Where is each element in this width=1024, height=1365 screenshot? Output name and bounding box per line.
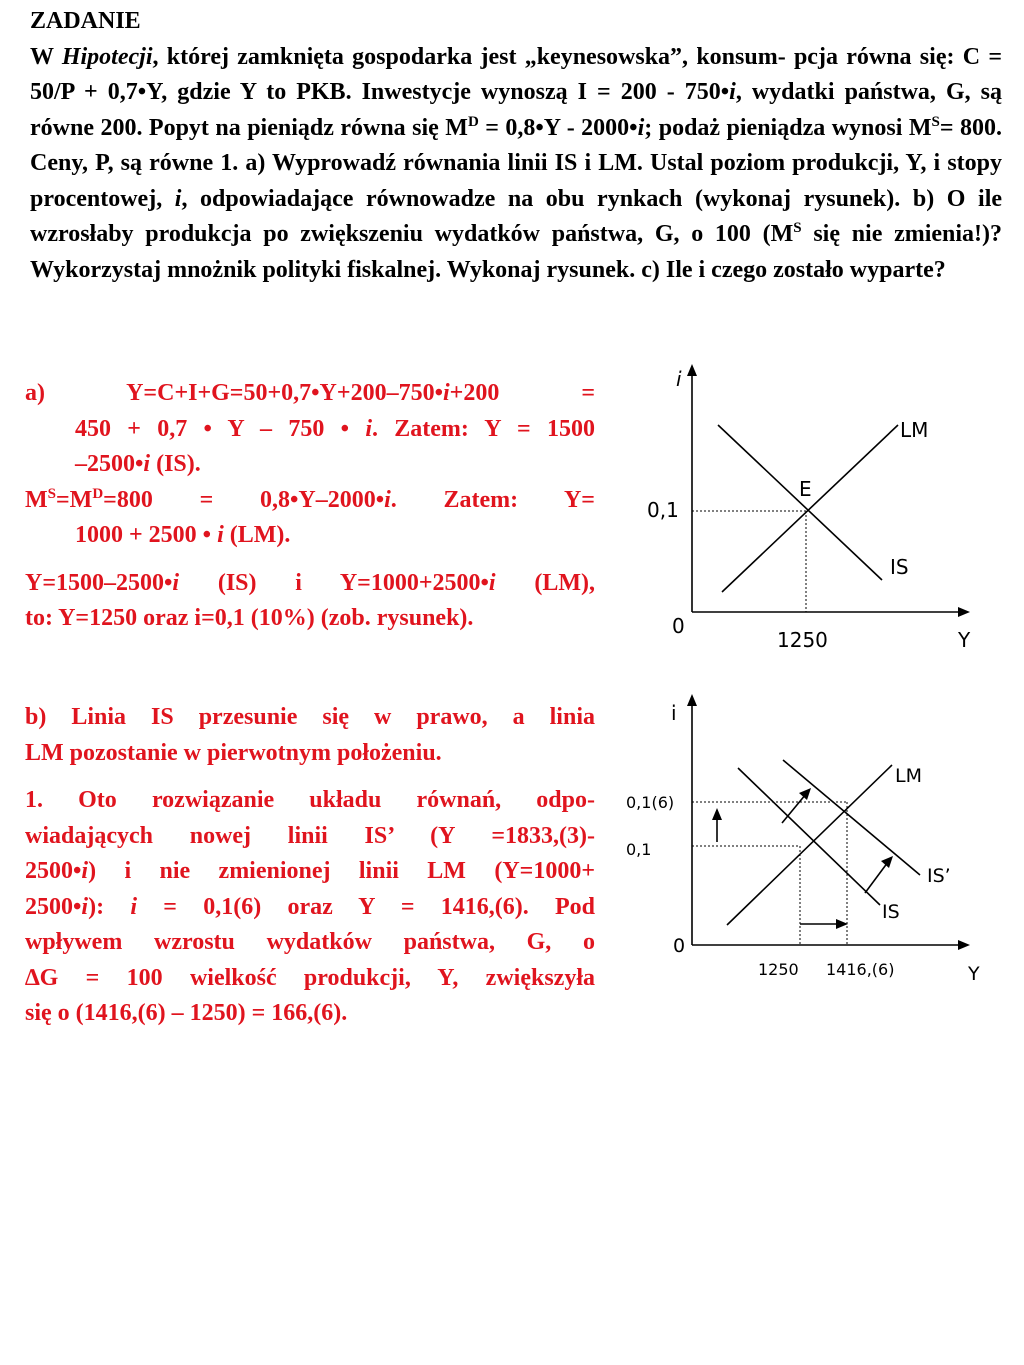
text: =800 = 0,8•Y–2000• <box>103 486 385 513</box>
y-tick-label: 1250 <box>777 628 828 652</box>
text: = 0,8•Y - 2000• <box>478 114 638 141</box>
text: procentowej, <box>30 185 175 212</box>
is-old-label: IS <box>882 901 900 923</box>
rate-arrow-head <box>712 808 722 820</box>
text: –2500• <box>75 451 144 477</box>
text: 1. Oto rozwiązanie układu równań, odpo- <box>25 787 595 813</box>
text-italic: i <box>81 893 89 920</box>
solution-a-line <box>25 518 595 554</box>
text: , wydatki państwa, G, są równe 200. Popyt na pieniądz równa się <box>30 79 1002 141</box>
text: to: Y=1250 oraz i=0,1 (10%) (zob. rysunek). <box>25 605 474 631</box>
is-new-label: IS’ <box>927 865 951 887</box>
text-italic: Hipotecji <box>61 43 153 70</box>
solution-a <box>25 376 595 637</box>
text: , odpowiadające równowadze na obu rynkach (wykonaj <box>181 185 791 212</box>
text: Y=1500–2500• <box>25 569 173 596</box>
shift-arrow-shaft-upper <box>782 794 806 823</box>
origin-label: 0 <box>672 614 685 638</box>
superscript: S <box>793 220 802 236</box>
x-axis-label: Y <box>968 963 980 985</box>
solution-a-line <box>25 412 595 448</box>
solution-a-line <box>25 601 595 637</box>
solution-b-line <box>25 819 595 855</box>
text: a) Wyprowadź równania linii IS i LM. Ustal poziom produkcji, Y, i stopy <box>245 150 1002 176</box>
text: LM pozostanie w pierwotnym położeniu. <box>25 739 442 766</box>
is-label: IS <box>890 555 909 579</box>
origin-label: 0 <box>673 935 686 957</box>
text-italic: i <box>81 858 89 884</box>
text-italic: i <box>174 185 182 212</box>
solution-b-line <box>25 925 595 961</box>
text: , której zamknięta gospodarka jest „keynesowska”, konsum- <box>152 43 786 70</box>
text: . Zatem: Y = 1500 <box>371 415 595 442</box>
lm-label: LM <box>895 765 922 787</box>
superscript: S <box>47 485 56 502</box>
text: ∆G = 100 wielkość produkcji, Y, zwiększyła <box>25 964 595 991</box>
text: się nie zmienia!)? Wykorzystaj mnożnik polityki fiskalnej. <box>30 221 1003 283</box>
y-axis-arrow <box>687 694 697 706</box>
text: Wykonaj rysunek. c) Ile i czego zostało wyparte? <box>446 256 946 283</box>
text: = 800. Ceny, P, są równe 1. <box>30 114 1002 176</box>
solution-b-line <box>25 996 595 1032</box>
text: +200 = <box>449 380 595 406</box>
y-tick-old-label: 1250 <box>758 960 799 979</box>
task-title: ZADANIE <box>30 8 141 34</box>
solution-b <box>25 700 595 1032</box>
text: pcja równa się: C = 50/P + 0,7•Y, gdzie Y to PKB. Inwestycje wynoszą I = <box>30 43 1002 105</box>
text-italic: i <box>729 79 736 105</box>
solution-b-line <box>25 890 595 926</box>
text: 1000 + 2500 • <box>75 522 218 548</box>
equilibrium-label: E <box>799 477 812 501</box>
y-axis-arrow <box>687 364 697 376</box>
text: się o (1416,(6) – 1250) = 166,(6). <box>25 1000 348 1026</box>
is-line <box>718 425 882 580</box>
text: M <box>25 486 48 513</box>
text: =M <box>56 486 93 513</box>
text: W <box>30 43 62 70</box>
is-old-line <box>738 768 880 905</box>
text-italic: i <box>217 522 224 548</box>
text: (IS) i Y=1000+2500• <box>179 569 489 596</box>
task-paragraph <box>30 40 1002 289</box>
solution-b-line <box>25 700 595 736</box>
text-italic: i <box>637 114 645 141</box>
text-italic: i <box>442 380 450 406</box>
text: M <box>445 114 468 141</box>
text: ; podaż pieniądza wynosi M <box>644 114 932 141</box>
superscript: D <box>92 485 104 502</box>
y-axis-label: i <box>676 367 682 391</box>
text: rysunek). b) O ile wzrosłaby produkcja po zwiększeniu wydatków państwa, <box>30 185 1003 247</box>
text-italic: i <box>365 415 372 442</box>
text: wiadających nowej linii IS’ (Y =1833,(3)- <box>25 822 595 849</box>
text: 2500• <box>25 893 82 920</box>
text: 2500• <box>25 858 82 884</box>
lm-label: LM <box>900 418 929 442</box>
shift-arrow-head-upper <box>799 788 811 800</box>
i-tick-old-label: 0,1 <box>626 840 652 859</box>
solution-a-line <box>25 483 595 519</box>
solution-a-line <box>25 447 595 483</box>
text: b) Linia IS przesunie się w prawo, a linia <box>25 704 595 730</box>
text: ) i nie zmienionej linii LM (Y=1000+ <box>88 858 595 884</box>
solution-a-line <box>25 376 595 412</box>
text: G, o 100 (M <box>654 221 794 247</box>
shift-arrow-shaft-lower <box>865 862 888 893</box>
text: = 0,1(6) oraz Y = 1416,(6). Pod <box>137 893 596 920</box>
superscript: D <box>467 113 479 130</box>
x-axis-arrow <box>958 940 970 950</box>
text: ): <box>88 893 131 920</box>
output-arrow-head <box>836 919 848 929</box>
text: (IS). <box>150 451 201 477</box>
superscript: S <box>931 113 940 130</box>
solution-b-line <box>25 961 595 997</box>
solution-b-line <box>25 736 595 772</box>
solution-a-line <box>25 566 595 602</box>
is-lm-diagram-2 <box>620 690 1000 990</box>
x-axis-label: Y <box>958 628 971 652</box>
is-lm-diagram-1 <box>620 360 1000 660</box>
text-italic: i <box>488 569 496 596</box>
text-italic: i <box>172 569 180 596</box>
text: wpływem wzrostu wydatków państwa, G, o <box>25 929 595 955</box>
text-italic: i <box>130 893 137 920</box>
solution-b-line <box>25 783 595 819</box>
text: . Zatem: Y= <box>390 486 595 513</box>
task-statement <box>30 4 1002 288</box>
text-italic: i <box>143 451 151 477</box>
y-axis-label: i <box>671 701 677 725</box>
text: (LM), <box>495 569 595 596</box>
solution-b-line <box>25 854 595 890</box>
x-axis-arrow <box>958 607 970 617</box>
lm-line <box>722 425 898 592</box>
text: (LM). <box>223 522 291 548</box>
text: 200 - 750• <box>620 79 730 105</box>
shift-arrow-head-lower <box>881 856 893 868</box>
i-tick-label: 0,1 <box>647 498 679 522</box>
text: a) Y=C+I+G=50+0,7•Y+200–750• <box>25 380 443 406</box>
text-italic: i <box>384 486 391 513</box>
y-tick-new-label: 1416,(6) <box>826 960 895 979</box>
i-tick-new-label: 0,1(6) <box>626 793 675 812</box>
text: 450 + 0,7 • Y – 750 • <box>75 415 366 442</box>
